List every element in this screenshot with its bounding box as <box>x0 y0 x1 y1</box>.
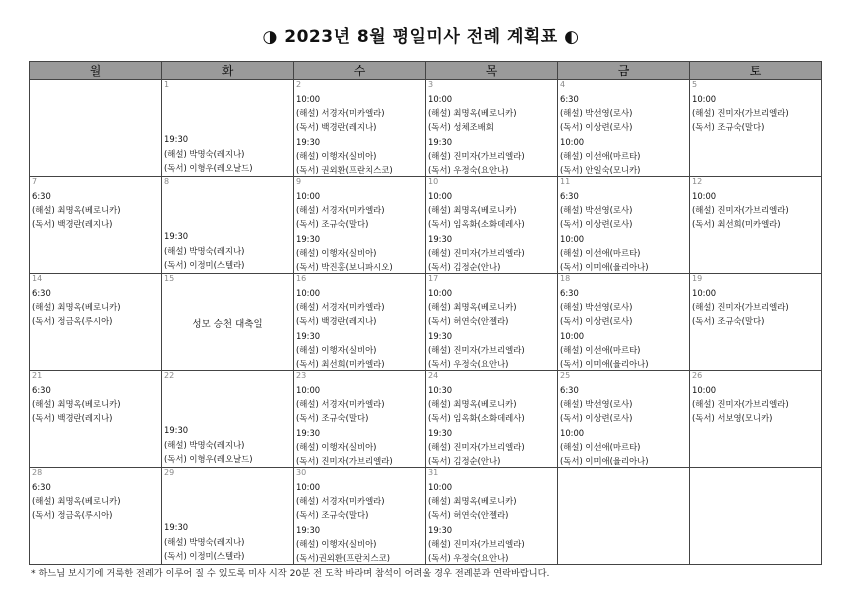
schedule-line: (해설) 진미자(가브리엘라) <box>428 344 525 355</box>
day-cell <box>162 80 294 177</box>
schedule-line: (독서) 임옥화(소화데레사) <box>428 413 525 424</box>
schedule-line: (독서) 이상련(로사) <box>560 316 633 327</box>
day-number: 9 <box>296 177 302 186</box>
schedule-entry <box>428 480 556 565</box>
schedule-entry <box>32 480 160 523</box>
day-number: 10 <box>428 177 439 186</box>
schedule-entry <box>428 286 556 371</box>
day-number: 30 <box>296 468 307 477</box>
schedule-line: (독서) 진미자(가브리엘라) <box>296 456 393 467</box>
day-number: 31 <box>428 468 439 477</box>
schedule-entry <box>428 92 556 177</box>
schedule-line: (독서) 정금옥(루시아) <box>32 316 113 327</box>
day-cell <box>294 177 426 274</box>
schedule-line: (해설) 이행자(실비아) <box>296 247 377 258</box>
schedule-line: (해설) 최명옥(베로니카) <box>428 302 517 313</box>
day-cell <box>690 274 822 371</box>
schedule-line: (해설) 박선영(로사) <box>560 108 633 119</box>
schedule-line: 10:00 <box>428 191 453 201</box>
schedule-line: (독서) 정금옥(루시아) <box>32 510 113 521</box>
schedule-entry <box>296 92 424 177</box>
schedule-line: 19:30 <box>428 136 453 147</box>
schedule-line: (해설) 최명옥(베로니카) <box>428 108 517 119</box>
schedule-line: (해설) 최명옥(베로니카) <box>428 205 517 216</box>
schedule-entry <box>692 189 820 232</box>
schedule-line: 10:00 <box>428 94 453 104</box>
schedule-line: (해설) 이행자(실비아) <box>296 441 377 452</box>
day-number: 4 <box>560 80 566 89</box>
schedule-entry <box>692 92 820 135</box>
schedule-line: 19:30 <box>164 522 189 533</box>
schedule-line: (독서) 백경란(레지나) <box>296 122 377 133</box>
schedule-line: (독서) 최선희(미카엘라) <box>692 219 781 230</box>
schedule-line: (독서) 이정미(스텔라) <box>164 259 245 270</box>
day-cell <box>30 468 162 565</box>
schedule-entry <box>32 383 160 426</box>
schedule-line: (독서) 백경란(레지나) <box>32 219 113 230</box>
schedule-entry <box>296 189 424 274</box>
schedule-line: (해설) 이행자(실비아) <box>296 344 377 355</box>
schedule-line: (독서) 김정순(안나) <box>428 456 501 467</box>
schedule-line: (해설) 진미자(가브리엘라) <box>692 108 789 119</box>
week-row <box>30 177 822 274</box>
day-cell <box>426 371 558 468</box>
schedule-line: (독서) 허연숙(안젤라) <box>428 316 509 327</box>
day-cell <box>426 468 558 565</box>
day-number: 1 <box>164 80 170 89</box>
day-cell <box>162 468 294 565</box>
day-number: 5 <box>692 80 698 89</box>
schedule-entry <box>164 132 292 175</box>
schedule-line: (해설) 진미자(가브리엘라) <box>692 399 789 410</box>
schedule-line: 6:30 <box>32 385 51 395</box>
schedule-line: 10:30 <box>428 385 453 395</box>
day-number: 29 <box>164 468 175 477</box>
schedule-line: (독서) 서보영(모니카) <box>692 413 773 424</box>
schedule-line: (해설) 박선영(로사) <box>560 205 633 216</box>
schedule-line: (독서) 백경란(레지나) <box>32 413 113 424</box>
schedule-line: (해설) 최명옥(베로니카) <box>428 399 517 410</box>
schedule-line: 6:30 <box>560 288 579 298</box>
schedule-line: (해설) 최명옥(베로니카) <box>428 496 517 507</box>
day-number: 3 <box>428 80 434 89</box>
day-cell <box>30 274 162 371</box>
weekday-fri: 금 <box>558 62 690 80</box>
day-cell <box>162 177 294 274</box>
schedule-entry <box>428 189 556 274</box>
day-number: 8 <box>164 177 170 186</box>
day-number: 19 <box>692 274 703 283</box>
schedule-entry <box>296 383 424 468</box>
schedule-line: (독서) 이상련(로사) <box>560 122 633 133</box>
day-cell <box>30 177 162 274</box>
schedule-line: 6:30 <box>32 288 51 298</box>
day-cell <box>426 80 558 177</box>
schedule-line: 10:00 <box>692 385 717 395</box>
schedule-line: (해설) 이행자(실비아) <box>296 538 377 549</box>
day-number: 21 <box>32 371 43 380</box>
day-cell <box>426 177 558 274</box>
schedule-entry <box>560 383 688 468</box>
schedule-line: (독서) 박진홍(보니파시오) <box>296 262 393 273</box>
schedule-line: 6:30 <box>560 191 579 201</box>
day-number: 26 <box>692 371 703 380</box>
schedule-line: (독서) 이미애(율리아나) <box>560 262 649 273</box>
schedule-line: (해설) 이선애(마르타) <box>560 247 641 258</box>
schedule-line: (독서) 허연숙(안젤라) <box>428 510 509 521</box>
schedule-line: (독서) 이상련(로사) <box>560 219 633 230</box>
schedule-line: 10:00 <box>692 94 717 104</box>
day-cell <box>30 371 162 468</box>
schedule-line: 19:30 <box>296 330 321 341</box>
day-number: 12 <box>692 177 703 186</box>
weekday-mon: 월 <box>30 62 162 80</box>
schedule-line: (해설) 서경자(미카엘라) <box>296 496 385 507</box>
schedule-entry <box>560 189 688 274</box>
week-row <box>30 468 822 565</box>
schedule-line: (독서) 최선희(미카엘라) <box>296 359 385 370</box>
day-number: 11 <box>560 177 571 186</box>
schedule-line: (해설) 최명옥(베로니카) <box>32 399 121 410</box>
schedule-line: (해설) 박명숙(레지나) <box>164 148 245 159</box>
page-title: ◑ 2023년 8월 평일미사 전례 계획표 ◐ <box>262 27 580 47</box>
schedule-line: 10:00 <box>428 288 453 298</box>
schedule-entry <box>32 189 160 232</box>
schedule-line: 6:30 <box>560 94 579 104</box>
schedule-entry <box>164 520 292 563</box>
schedule-line: (해설) 최명옥(베로니카) <box>32 302 121 313</box>
schedule-line: (독서) 조규숙(말다) <box>692 316 765 327</box>
schedule-line: 19:30 <box>428 524 453 535</box>
schedule-line: (독서) 조규숙(말다) <box>692 122 765 133</box>
schedule-line: (독서) 이정미(스텔라) <box>164 550 245 561</box>
day-number: 17 <box>428 274 439 283</box>
schedule-line: (해설) 서경자(미카엘라) <box>296 205 385 216</box>
weekday-sat: 토 <box>690 62 822 80</box>
day-number: 15 <box>164 274 175 283</box>
liturgy-calendar <box>29 61 822 565</box>
schedule-line: (독서) 이미애(율리아나) <box>560 456 649 467</box>
schedule-line: (해설) 진미자(가브리엘라) <box>428 441 525 452</box>
schedule-line: (독서) 안일숙(모니카) <box>560 165 641 176</box>
day-cell <box>690 371 822 468</box>
day-cell <box>30 80 162 177</box>
schedule-line: (독서) 우정숙(요안나) <box>428 165 509 176</box>
weekday-thu: 목 <box>426 62 558 80</box>
schedule-line: (해설) 진미자(가브리엘라) <box>428 538 525 549</box>
weekday-header-row <box>30 62 822 80</box>
schedule-line: (독서) 김정순(안나) <box>428 262 501 273</box>
schedule-line: 19:30 <box>428 233 453 244</box>
schedule-line: (해설) 서경자(미카엘라) <box>296 399 385 410</box>
schedule-entry <box>32 286 160 329</box>
schedule-line: 19:30 <box>296 136 321 147</box>
day-cell <box>558 80 690 177</box>
day-cell <box>690 177 822 274</box>
schedule-line: (독서)권외환(프란치스코) <box>296 553 390 564</box>
schedule-line: (해설) 서경자(미카엘라) <box>296 302 385 313</box>
day-number: 28 <box>32 468 43 477</box>
schedule-line: (해설) 진미자(가브리엘라) <box>428 247 525 258</box>
schedule-line: (독서) 이상련(로사) <box>560 413 633 424</box>
schedule-line: (독서) 이미애(율리아나) <box>560 359 649 370</box>
schedule-line: 19:30 <box>164 134 189 145</box>
schedule-line: 19:30 <box>428 427 453 438</box>
schedule-line: (해설) 진미자(가브리엘라) <box>428 150 525 161</box>
schedule-line: 10:00 <box>296 288 321 298</box>
day-number: 25 <box>560 371 571 380</box>
day-cell <box>294 468 426 565</box>
schedule-entry <box>692 286 820 329</box>
schedule-line: (해설) 진미자(가브리엘라) <box>692 302 789 313</box>
schedule-line: (해설) 이선애(마르타) <box>560 441 641 452</box>
day-number: 7 <box>32 177 38 186</box>
schedule-line: 19:30 <box>296 427 321 438</box>
schedule-entry <box>296 286 424 371</box>
schedule-line: (독서) 조규숙(말다) <box>296 510 369 521</box>
schedule-line: 10:00 <box>692 288 717 298</box>
weekday-tue: 화 <box>162 62 294 80</box>
day-cell <box>162 371 294 468</box>
day-cell <box>294 371 426 468</box>
schedule-line: (해설) 이행자(실비아) <box>296 150 377 161</box>
day-cell <box>558 274 690 371</box>
schedule-line: 10:00 <box>560 233 585 244</box>
holiday-label: 성모 승천 대축일 <box>192 319 263 330</box>
schedule-line: 6:30 <box>32 191 51 201</box>
schedule-line: (해설) 박명숙(레지나) <box>164 439 245 450</box>
schedule-line: 6:30 <box>32 482 51 492</box>
day-cell <box>426 274 558 371</box>
day-cell <box>690 80 822 177</box>
schedule-line: 10:00 <box>296 191 321 201</box>
schedule-line: (해설) 최명옥(베로니카) <box>32 496 121 507</box>
day-number: 2 <box>296 80 302 89</box>
schedule-entry <box>428 383 556 468</box>
schedule-entry <box>164 423 292 466</box>
schedule-entry <box>560 92 688 177</box>
day-number: 23 <box>296 371 307 380</box>
schedule-line: (해설) 박명숙(레지나) <box>164 245 245 256</box>
schedule-line: 19:30 <box>164 231 189 242</box>
schedule-line: 10:00 <box>560 136 585 147</box>
schedule-entry <box>164 229 292 272</box>
week-row <box>30 80 822 177</box>
day-number: 18 <box>560 274 571 283</box>
schedule-line: 10:00 <box>296 94 321 104</box>
schedule-line: (독서) 권외환(프란치스코) <box>296 165 393 176</box>
day-cell <box>558 371 690 468</box>
schedule-line: (해설) 진미자(가브리엘라) <box>692 205 789 216</box>
schedule-line: (해설) 최명옥(베로니카) <box>32 205 121 216</box>
day-number: 22 <box>164 371 175 380</box>
schedule-line: (해설) 서경자(미카엘라) <box>296 108 385 119</box>
schedule-line: (해설) 이선애(마르타) <box>560 344 641 355</box>
footnote: * 하느님 보시기에 거룩한 전례가 이루어 질 수 있도록 미사 시작 20분 전 도착 바라며 참석이 어려울 경우 전례분과 연락바랍니다. <box>31 568 550 579</box>
weekday-wed: 수 <box>294 62 426 80</box>
day-cell <box>162 274 294 371</box>
schedule-line: 10:00 <box>296 385 321 395</box>
schedule-line: 19:30 <box>428 330 453 341</box>
schedule-line: (독서) 성체조배회 <box>428 122 494 133</box>
schedule-line: 19:30 <box>296 233 321 244</box>
day-number: 14 <box>32 274 43 283</box>
schedule-line: (해설) 박선영(로사) <box>560 302 633 313</box>
day-cell <box>558 468 690 565</box>
schedule-line: (해설) 이선애(마르타) <box>560 150 641 161</box>
day-cell <box>294 80 426 177</box>
day-number: 16 <box>296 274 307 283</box>
week-row <box>30 274 822 371</box>
day-cell <box>558 177 690 274</box>
schedule-line: 10:00 <box>692 191 717 201</box>
week-row <box>30 371 822 468</box>
schedule-line: (독서) 조규숙(말다) <box>296 219 369 230</box>
schedule-line: 10:00 <box>560 330 585 341</box>
schedule-line: (해설) 박명숙(레지나) <box>164 536 245 547</box>
day-number: 24 <box>428 371 439 380</box>
schedule-entry <box>560 286 688 371</box>
schedule-line: 10:00 <box>428 482 453 492</box>
schedule-line: 10:00 <box>560 427 585 438</box>
schedule-line: (해설) 박선영(로사) <box>560 399 633 410</box>
schedule-line: 6:30 <box>560 385 579 395</box>
schedule-line: (독서) 우정숙(요안나) <box>428 553 509 564</box>
day-cell <box>294 274 426 371</box>
schedule-line: 19:30 <box>164 425 189 436</box>
schedule-line: 10:00 <box>296 482 321 492</box>
schedule-line: 19:30 <box>296 524 321 535</box>
schedule-entry <box>296 480 424 565</box>
schedule-entry <box>692 383 820 426</box>
day-cell <box>690 468 822 565</box>
schedule-line: (독서) 백경란(레지나) <box>296 316 377 327</box>
schedule-line: (독서) 이형우(레오날드) <box>164 453 253 464</box>
schedule-line: (독서) 우정숙(요안나) <box>428 359 509 370</box>
schedule-line: (독서) 조규숙(말다) <box>296 413 369 424</box>
schedule-line: (독서) 이형우(레오날드) <box>164 162 253 173</box>
schedule-line: (독서) 임옥화(소화데레사) <box>428 219 525 230</box>
